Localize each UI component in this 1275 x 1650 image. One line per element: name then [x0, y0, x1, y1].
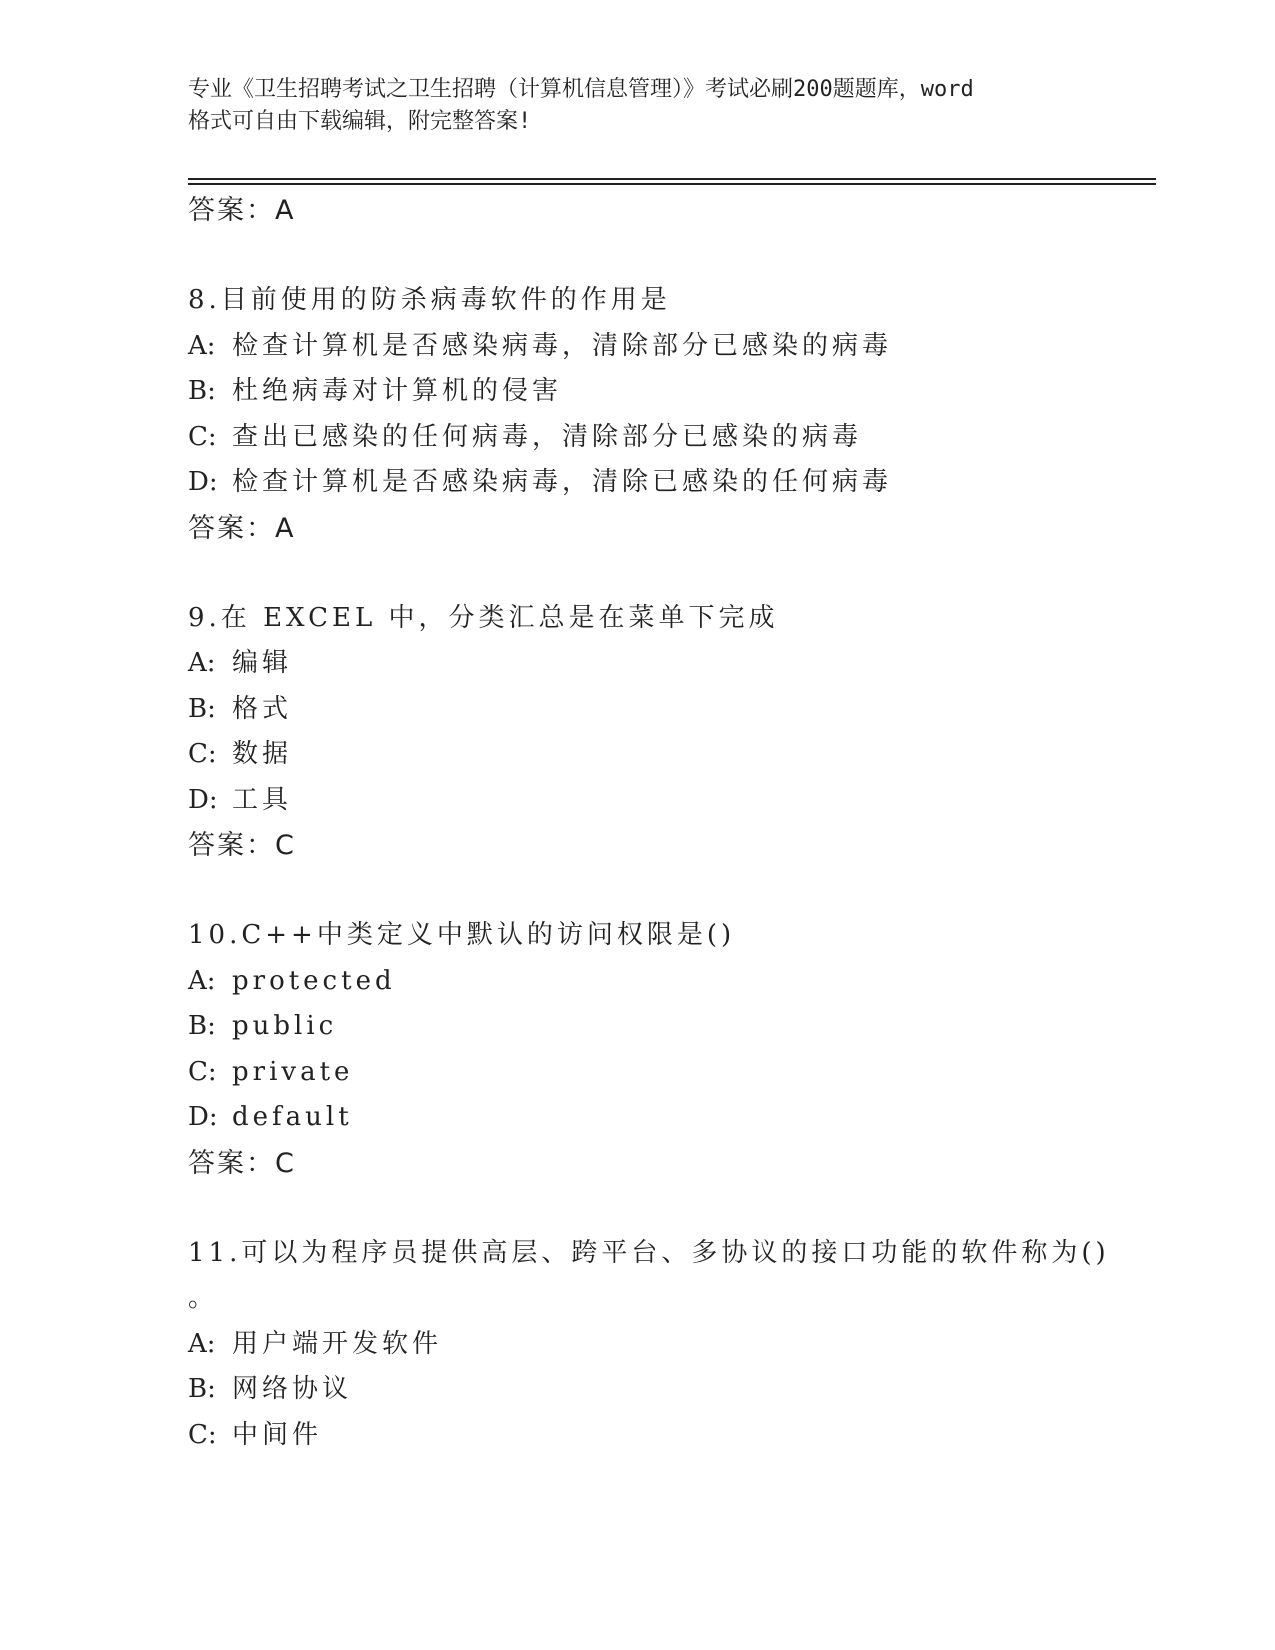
header-line-1: 专业《卫生招聘考试之卫生招聘（计算机信息管理）》考试必刷200题题库，word [188, 77, 974, 102]
header-line-2: 格式可自由下载编辑，附完整答案! [188, 109, 532, 134]
option-a [188, 959, 1148, 1005]
answer-line: 答案：A [188, 512, 296, 544]
option-d [188, 1095, 1148, 1141]
option-text: 格式 [232, 693, 293, 724]
option-letter: A: [188, 330, 216, 361]
option-text: 网络协议 [232, 1374, 353, 1404]
option-letter: D: [188, 467, 218, 497]
option-a [188, 324, 1148, 370]
header-divider-bottom [188, 183, 1156, 185]
option-a [188, 1322, 1148, 1368]
option-letter: B: [188, 1011, 216, 1041]
question-stem: 8.目前使用的防杀病毒软件的作用是 [188, 285, 671, 315]
question-stem-continuation: 。 [188, 1283, 219, 1313]
option-letter: A: [188, 648, 216, 678]
option-text: 检查计算机是否感染病毒，清除已感染的任何病毒 [232, 467, 893, 497]
option-letter: C: [188, 1056, 217, 1087]
question-list [188, 188, 1148, 1458]
option-c [188, 732, 1148, 778]
option-a [188, 641, 1148, 687]
option-text: 杜绝病毒对计算机的侵害 [232, 376, 563, 406]
option-letter: C: [188, 421, 217, 452]
question-stem: 9.在 EXCEL 中，分类汇总是在菜单下完成 [188, 602, 779, 633]
question-8 [188, 278, 1148, 551]
option-letter: D: [188, 784, 218, 815]
option-b [188, 1367, 1148, 1413]
option-letter: B: [188, 1374, 216, 1404]
answer-line: 答案：C [188, 830, 296, 861]
option-d [188, 778, 1148, 824]
option-b [188, 369, 1148, 415]
option-text: 中间件 [232, 1419, 323, 1450]
option-letter: C: [188, 1419, 217, 1450]
option-letter: C: [188, 739, 217, 769]
option-letter: A: [188, 1328, 216, 1359]
option-c [188, 1413, 1148, 1459]
option-letter: A: [188, 965, 216, 996]
answer-line: 答案：C [188, 1147, 296, 1179]
option-c [188, 1050, 1148, 1096]
question-10 [188, 913, 1148, 1186]
option-b [188, 1004, 1148, 1050]
option-text: 工具 [232, 784, 293, 815]
option-letter: B: [188, 376, 216, 406]
question-9 [188, 596, 1148, 869]
option-letter: B: [188, 693, 216, 724]
option-text: 查出已感染的任何病毒，清除部分已感染的病毒 [232, 421, 863, 452]
answer-line: 答案：A [188, 195, 296, 226]
option-text: 检查计算机是否感染病毒，清除部分已感染的病毒 [232, 330, 893, 361]
option-d [188, 460, 1148, 506]
question-stem: 11.可以为程序员提供高层、跨平台、多协议的接口功能的软件称为() [188, 1237, 1110, 1268]
option-text: 编辑 [232, 648, 293, 678]
question-11 [188, 1231, 1148, 1459]
question-stem: 10.C++中类定义中默认的访问权限是() [188, 920, 736, 950]
option-text: default [232, 1102, 353, 1132]
option-text: private [232, 1056, 354, 1087]
option-text: 数据 [232, 739, 293, 769]
option-c [188, 415, 1148, 461]
option-text: protected [232, 965, 396, 996]
document-header [188, 74, 1088, 138]
option-text: 用户端开发软件 [232, 1328, 443, 1359]
option-letter: D: [188, 1102, 218, 1132]
header-divider-top [188, 178, 1156, 180]
option-text: public [232, 1011, 338, 1041]
option-b [188, 687, 1148, 733]
